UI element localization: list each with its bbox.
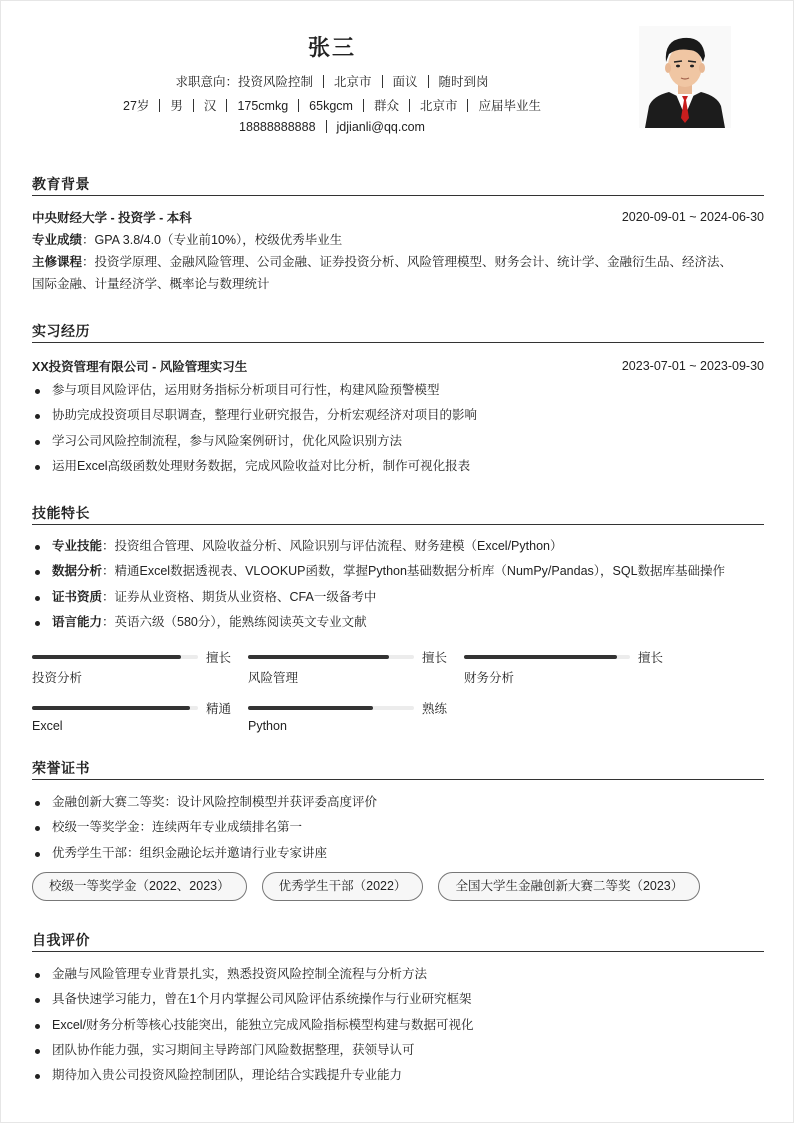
skill-label: 专业技能 xyxy=(52,539,103,553)
personal-info-line xyxy=(1,96,663,114)
list-item: 优秀学生干部：组织金融论坛并邀请行业专家讲座 xyxy=(32,841,764,866)
internship-entry xyxy=(32,353,764,378)
candidate-name: 张三 xyxy=(307,35,356,60)
residence: 北京市 xyxy=(419,99,458,113)
skill-name: Excel xyxy=(32,719,63,734)
separator xyxy=(159,99,160,112)
job-intent: 求职意向：投资风险控制 xyxy=(175,75,313,89)
skill-level: 擅长 xyxy=(206,651,232,666)
skill-bars xyxy=(32,649,764,751)
weight: 65kgcm xyxy=(309,99,353,113)
salary: 面议 xyxy=(392,75,418,89)
skills-bullets xyxy=(32,534,764,635)
list-item xyxy=(32,559,764,584)
skill-bar-track xyxy=(248,655,414,659)
separator xyxy=(363,99,364,112)
list-item: 金融与风险管理专业背景扎实，熟悉投资风险控制全流程与分析方法 xyxy=(32,962,764,987)
skill-label: 语言能力 xyxy=(52,614,103,629)
list-item: Excel/财务分析等核心技能突出，能独立完成风险指标模型构建与数据可视化 xyxy=(32,1013,764,1038)
education-date: 2020-09-01 ~ 2024-06-30 xyxy=(621,209,764,224)
skill-bar-fill xyxy=(248,706,373,710)
skill-text: ：投资组合管理、风险收益分析、风险识别与评估流程、财务建模（Excel/Python） xyxy=(102,539,563,553)
internship-section xyxy=(32,321,764,479)
list-item: 具备快速学习能力，曾在1个月内掌握公司风险评估系统操作与行业研究框架 xyxy=(32,987,764,1012)
company-role: XX投资管理有限公司 - 风险管理实习生 xyxy=(32,359,248,374)
skill-name: 风险管理 xyxy=(248,671,299,686)
list-item xyxy=(32,534,764,559)
separator xyxy=(323,75,324,88)
skill-bar-track xyxy=(32,706,198,710)
self-evaluation-bullets xyxy=(32,962,764,1088)
height: 175cmkg xyxy=(237,99,289,113)
education-entry xyxy=(32,204,764,229)
avatar-portrait-icon xyxy=(639,26,731,128)
skill-bar-track xyxy=(464,655,630,659)
list-item: 运用Excel高级函数处理财务数据，完成风险收益对比分析，制作可视化报表 xyxy=(32,454,764,479)
separator xyxy=(467,99,468,112)
list-item: 学习公司风险控制流程，参与风险案例研讨，优化风险识别方法 xyxy=(32,429,764,454)
separator xyxy=(326,120,327,133)
skill-text: ：精通Excel数据透视表、VLOOKUP函数，掌握Python基础数据分析库（NumPy/Pandas），SQL数据库基础操作 xyxy=(102,564,726,579)
separator xyxy=(298,99,299,112)
resume-header xyxy=(1,1,794,151)
courses-line-cont: 国际金融、计量经济学、概率论与数理统计 xyxy=(32,277,270,291)
skill-name: Python xyxy=(248,719,287,734)
phone: 18888888888 xyxy=(239,120,316,134)
separator xyxy=(226,99,227,112)
skill-bar-track xyxy=(248,706,414,710)
section-title-honors: 荣誉证书 xyxy=(32,758,764,780)
education-section xyxy=(32,174,764,295)
list-item xyxy=(32,585,764,610)
self-evaluation-section xyxy=(32,930,764,1088)
skills-section xyxy=(32,503,764,751)
list-item: 团队协作能力强，实习期间主导跨部门风险数据整理，获领导认可 xyxy=(32,1038,764,1063)
skill-bar-fill xyxy=(248,655,389,659)
skill-bar-item xyxy=(32,649,232,689)
separator xyxy=(382,75,383,88)
skill-name: 投资分析 xyxy=(32,671,83,686)
availability: 随时到岗 xyxy=(438,75,489,89)
email: jdjianli@qq.com xyxy=(336,120,425,134)
separator xyxy=(428,75,429,88)
skill-text: ：证券从业资格、期货从业资格、CFA一级备考中 xyxy=(102,589,377,604)
grades-value: ：GPA 3.8/4.0（专业前10%），校级优秀毕业生 xyxy=(82,233,343,247)
list-item: 金融创新大赛二等奖：设计风险控制模型并获评委高度评价 xyxy=(32,790,764,815)
courses-line xyxy=(32,251,764,273)
skill-name: 财务分析 xyxy=(464,671,515,686)
skill-bar-item xyxy=(32,700,232,740)
age: 27岁 xyxy=(123,99,150,113)
skill-level: 擅长 xyxy=(422,651,448,666)
internship-date: 2023-07-01 ~ 2023-09-30 xyxy=(621,358,764,373)
skill-bar-fill xyxy=(464,655,617,659)
gender: 男 xyxy=(170,99,183,113)
skill-label: 数据分析 xyxy=(52,564,103,579)
section-title-internship: 实习经历 xyxy=(32,321,764,343)
list-item: 协助完成投资项目尽职调查，整理行业研究报告，分析宏观经济对项目的影响 xyxy=(32,403,764,428)
list-item xyxy=(32,610,764,635)
separator xyxy=(409,99,410,112)
skill-bar-fill xyxy=(32,655,181,659)
intent-city: 北京市 xyxy=(333,75,372,89)
skill-level: 精通 xyxy=(206,702,232,717)
honor-tag: 校级一等奖学金（2022、2023） xyxy=(32,872,247,901)
ethnicity: 汉 xyxy=(203,99,217,113)
section-title-self-evaluation: 自我评价 xyxy=(32,930,764,952)
honor-tag: 优秀学生干部（2022） xyxy=(262,872,424,901)
job-intent-line xyxy=(1,72,663,90)
skill-bar-item xyxy=(248,700,448,740)
list-item: 期待加入贵公司投资风险控制团队，理论结合实践提升专业能力 xyxy=(32,1063,764,1088)
honors-bullets xyxy=(32,790,764,866)
section-title-education: 教育背景 xyxy=(32,174,764,196)
separator xyxy=(193,99,194,112)
skill-text: ：英语六级（580分），能熟练阅读英文专业文献 xyxy=(102,614,367,629)
skill-level: 熟练 xyxy=(422,702,448,717)
skill-bar-item xyxy=(464,649,664,689)
internship-bullets xyxy=(32,378,764,479)
skill-bar-fill xyxy=(32,706,190,710)
political-status: 群众 xyxy=(373,99,399,113)
grades-line xyxy=(32,229,764,251)
skill-bar-item xyxy=(248,649,448,689)
list-item: 参与项目风险评估，运用财务指标分析项目可行性，构建风险预警模型 xyxy=(32,378,764,403)
honors-section xyxy=(32,758,764,901)
skill-level: 擅长 xyxy=(638,651,664,666)
list-item: 校级一等奖学金：连续两年专业成绩排名第一 xyxy=(32,815,764,840)
contact-line xyxy=(1,120,663,134)
courses-value: ：投资学原理、金融风险管理、公司金融、证券投资分析、风险管理模型、财务会计、统计学、金融衍生品、经济法、 xyxy=(82,255,733,269)
avatar xyxy=(639,26,731,128)
school-degree: 中央财经大学 - 投资学 - 本科 xyxy=(32,210,192,225)
grades-label: 专业成绩 xyxy=(32,233,83,247)
section-title-skills: 技能特长 xyxy=(32,503,764,525)
honor-tag: 全国大学生金融创新大赛二等奖（2023） xyxy=(438,872,700,901)
skill-label: 证书资质 xyxy=(52,589,103,604)
skill-bar-track xyxy=(32,655,198,659)
graduate-status: 应届毕业生 xyxy=(478,99,541,113)
courses-label: 主修课程 xyxy=(32,255,83,269)
honor-tags xyxy=(32,872,764,901)
